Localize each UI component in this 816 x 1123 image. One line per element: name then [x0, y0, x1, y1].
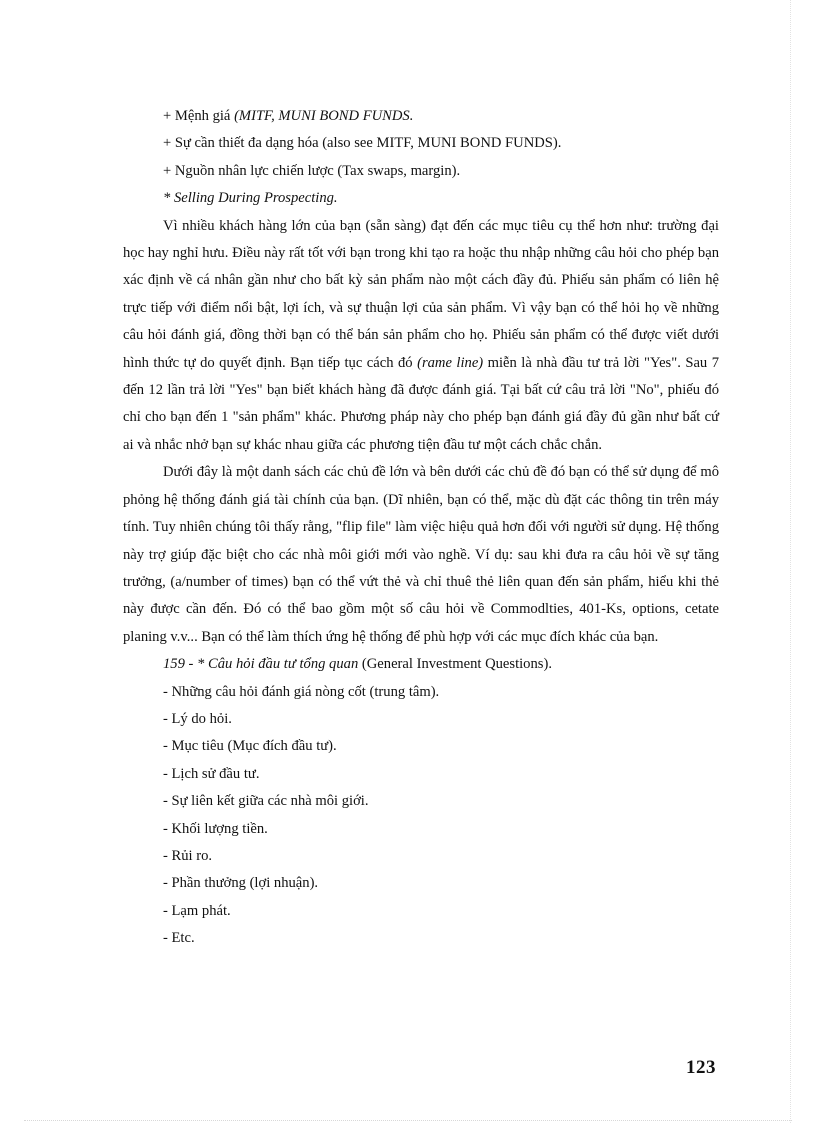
section-heading: * Selling During Prospecting.: [163, 190, 338, 207]
page-edge-bottom: [24, 1120, 792, 1121]
bullet-diversification: + Sự cần thiết đa dạng hóa (also see MITF, MUNI BOND FUNDS).: [163, 135, 562, 152]
list-item: - Lạm phát.: [163, 902, 231, 919]
paragraph-prospecting: Vì nhiều khách hàng lớn của bạn (sẵn sàng) đạt đến các mục tiêu cụ thể hơn như: trường đại học hay nghỉ hưu. Điều này rất tốt với bạn trong khi tạo ra hoặc thu nhập những câu hỏi cho phép bạn xác định về cá nhân gần như cho bất kỳ sản phẩm nào một cách đầy đủ. Phiếu sản phẩm có liên hệ trực tiếp với điểm nổi bật, lợi ích, và sự thuận lợi của sản phẩm. Vì vậy bạn có thể hỏi họ về những câu hỏi đánh giá, đồng thời bạn có thể bán sản phẩm cho họ. Phiếu sản phẩm có thể được viết dưới hình thức tự do quyết định. Bạn tiếp tục cách đó (rame line) miễn là nhà đầu tư trả lời "Yes". Sau 7 đến 12 lần trả lời "Yes" bạn biết khách hàng đã được đánh giá. Tại bất cứ câu trả lời "No", phiếu đó chỉ cho bạn đến 1 "sản phẩm" khác. Phương pháp này cho phép bạn đánh giá đầy đủ gần như bất cứ ai và nhắc nhở bạn sự khác nhau giữa các phương tiện đầu tư một cách chắc chắn.: [123, 217, 719, 453]
page-body: [123, 103, 719, 953]
bullet-denomination: + Mệnh giá (MITF, MUNI BOND FUNDS.: [163, 108, 414, 124]
bullet-strategy-resources: + Nguồn nhân lực chiến lược (Tax swaps, margin).: [163, 162, 461, 179]
page-edge-right: [790, 0, 791, 1123]
list-item: - Những câu hỏi đánh giá nòng cốt (trung tâm).: [163, 683, 440, 700]
list-item: - Etc.: [163, 930, 195, 947]
list-item: - Mục tiêu (Mục đích đầu tư).: [163, 738, 337, 755]
list-item: - Lý do hỏi.: [163, 710, 232, 727]
list-item: - Lịch sử đầu tư.: [163, 765, 260, 782]
list-item: - Rủi ro.: [163, 847, 213, 864]
list-item: - Khối lượng tiền.: [163, 820, 268, 837]
question-list: [123, 679, 719, 953]
question-heading: 159 - * Câu hỏi đầu tư tổng quan (General Investment Questions).: [163, 656, 552, 673]
page-number: 123: [686, 1057, 716, 1078]
list-item: - Phần thưởng (lợi nhuận).: [163, 875, 319, 892]
paragraph-topic-list: Dưới đây là một danh sách các chủ đề lớn và bên dưới các chủ đề đó bạn có thể sử dụng để mô phỏng hệ thống đánh giá tài chính của bạn. (Dĩ nhiên, bạn có thể, mặc dù đặt các thông tin trên máy tính. Tuy nhiên chúng tôi thấy rằng, "flip file" làm việc hiệu quả hơn đối với người sử dụng. Hệ thống này trợ giúp đặc biệt cho các nhà môi giới mới vào nghề. Ví dụ: sau khi đưa ra câu hỏi về sự tăng trưởng, (a/number of times) bạn có thể vứt thẻ và chỉ thuê thẻ liên quan đến sản phẩm, hiểu khi thẻ này được cần đến. Đó có thể bao gồm một số câu hỏi về Commodlties, 401-Ks, options, cetate planing v.v... Bạn có thể làm thích ứng hệ thống để phù hợp với các mục đích khác của bạn.: [123, 464, 719, 645]
list-item: - Sự liên kết giữa các nhà môi giới.: [163, 793, 369, 810]
